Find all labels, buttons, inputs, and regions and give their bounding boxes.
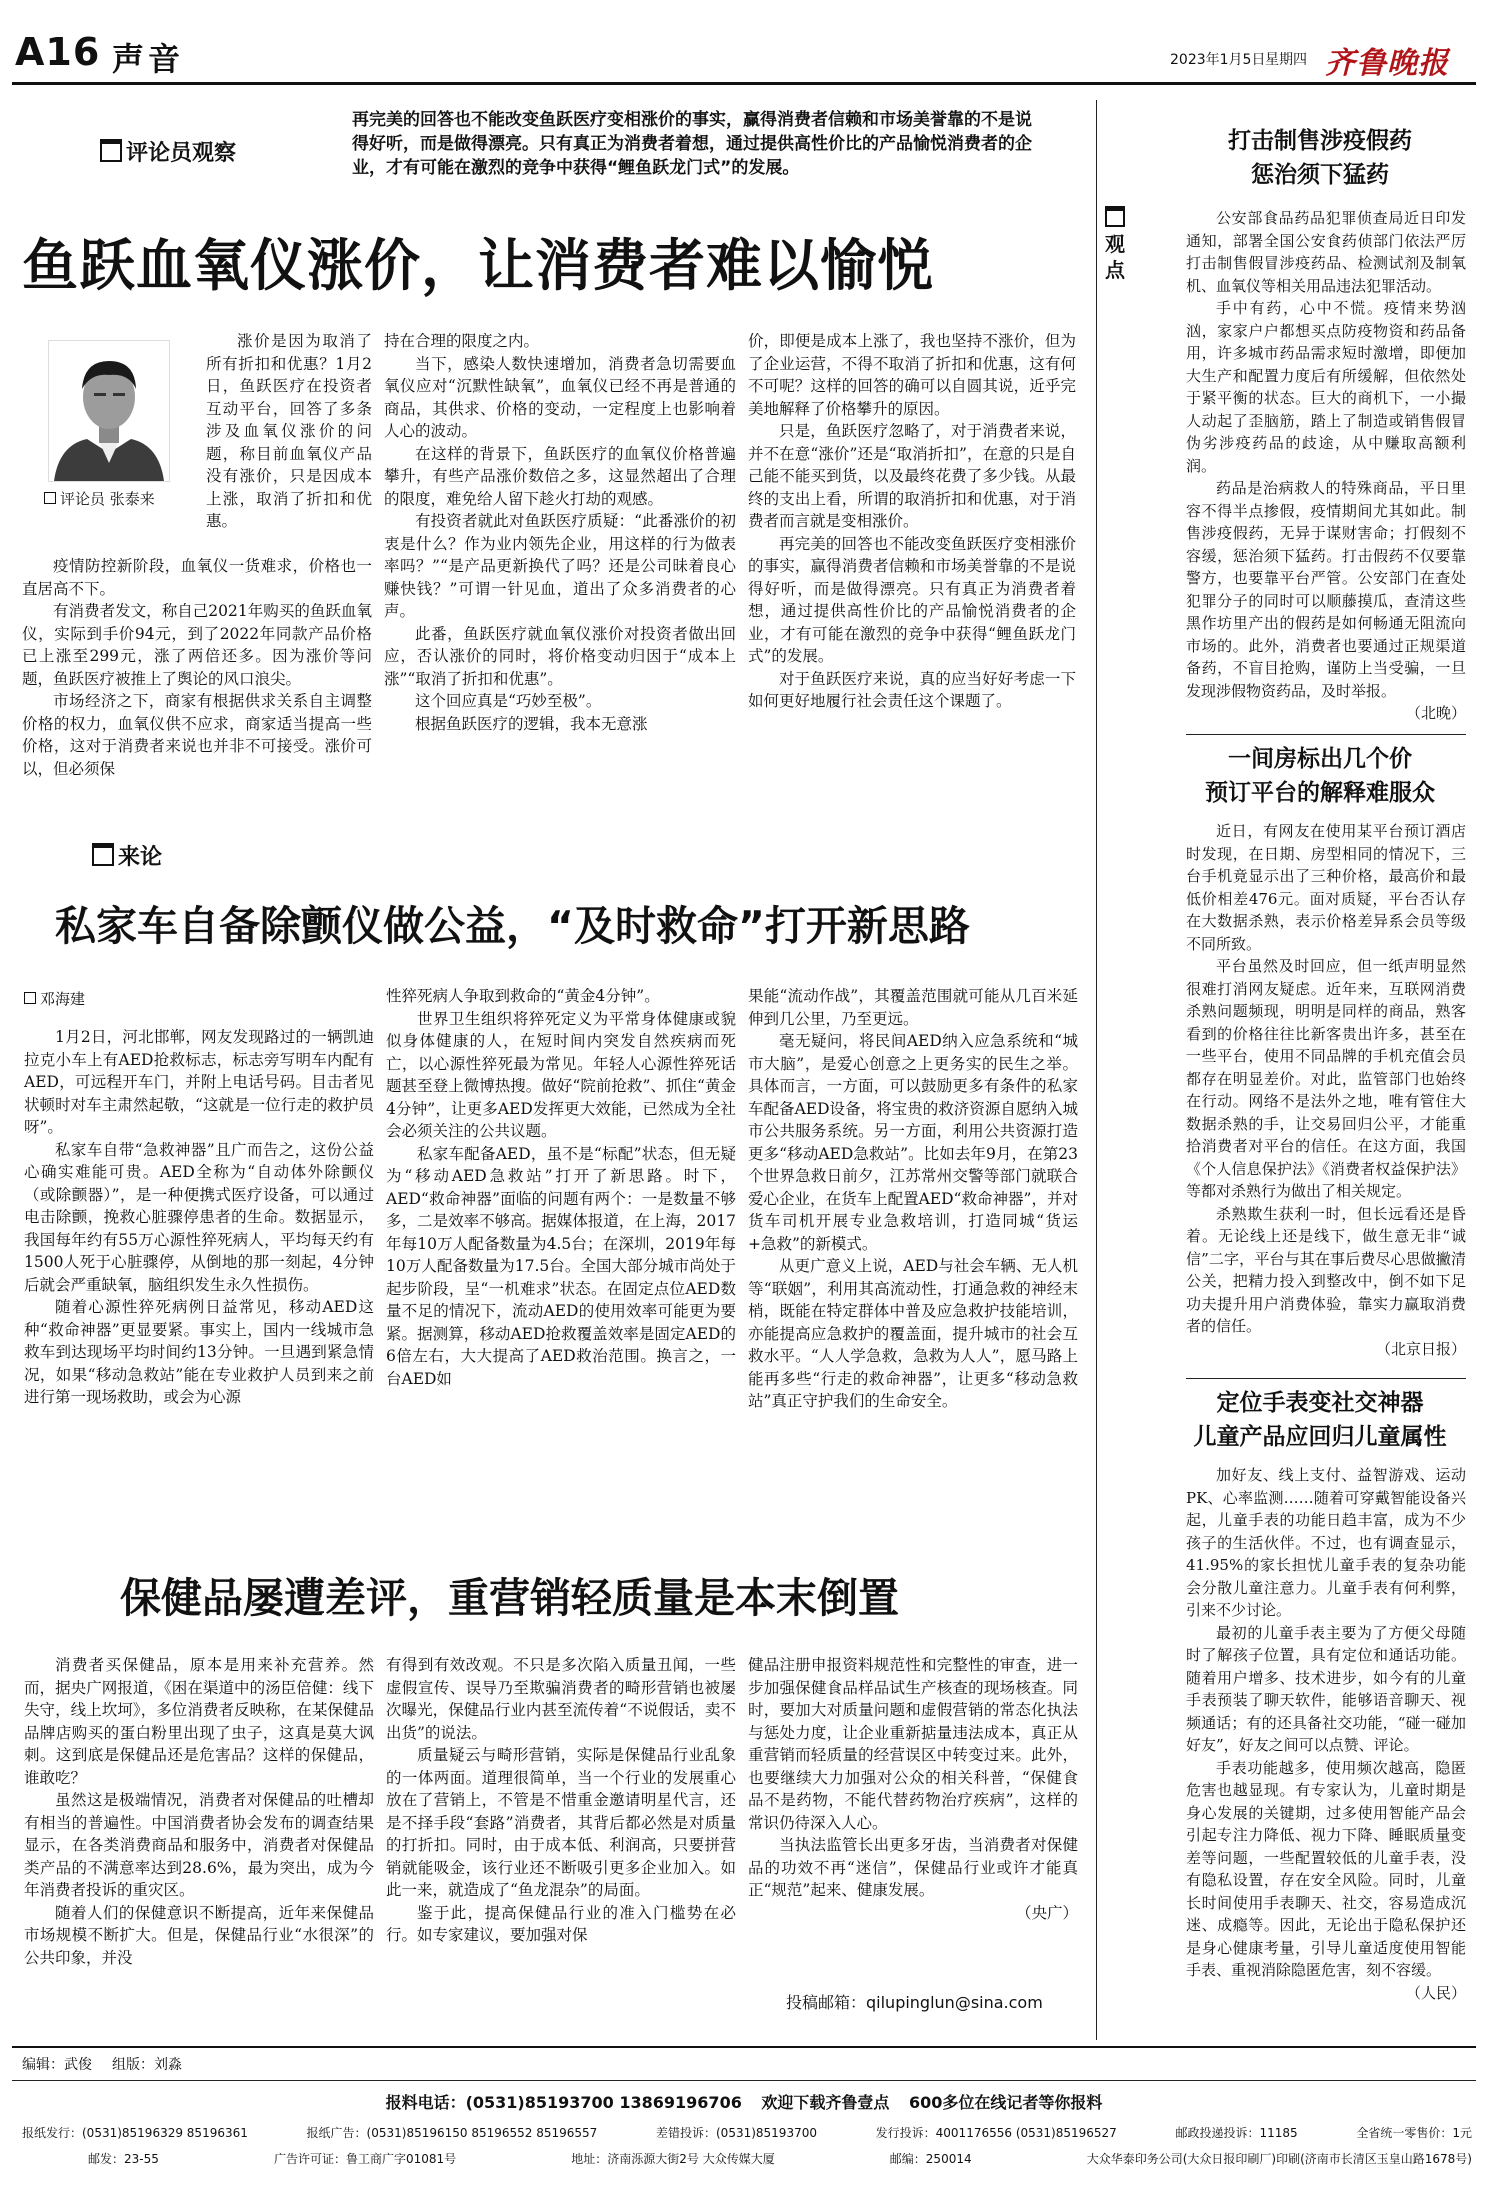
side-article2-body: 近日，有网友在使用某平台预订酒店时发现，在日期、房型相同的情况下，三台手机竟显示出了三种价格，最高价和最低价相差476元。面对质疑，平台否认存在大数据杀熟，表示价格差异系会员等级不同所致。 平台虽然及时回应，但一纸声明显然很难打消网友疑虑。近年来，互联网消费杀熟问题频现，明明是同样的商品，熟客看到的价格往往比新客贵出许多，甚至在一些平台，使用不同品牌的手机充值会员都存在明显差价。对此，监管部门也始终在行动。网络不是法外之地，唯有管住大数据杀熟的手，让交易回归公平，才能重拾消费者对平台的信任。在这方面，我国《个人信息保护法》《消费者权益保护法》等都对杀熟行为做出了相关规定。 杀熟欺生获利一时，但长远看还是昏着。无论线上还是线下，做生意无非“诚信”二字，平台与其在事后费尽心思做撇清公关，把精力投入到整改中，倒不如下足功夫提升用户消费体验，靠实力赢取消费者的信任。 （北京日报） <box>1186 820 1466 1360</box>
paper-name-logo: 齐鲁晚报 <box>1325 46 1449 81</box>
author-photo <box>48 340 170 482</box>
sidebar-column-label: 观点 <box>1102 206 1128 283</box>
mid-col2: 性猝死病人争取到救命的“黄金4分钟”。 世界卫生组织将猝死定义为平常身体健康或貌似身体健康的人，在短时间内突发自然疾病而死亡，以心源性猝死最为常见。年轻人心源性猝死话题甚至登上微博热搜。做好“院前抢救”、抓住“黄金4分钟”，让更多AED发挥更大效能，已然成为全社会必须关注的公共议题。 私家车配备AED，虽不是“标配”状态，但无疑为“移动AED急救站”打开了新思路。时下，AED“救命神器”面临的问题有两个：一是数量不够多，二是效率不够高。据媒体报道，在上海，2017年每10万人配备数量为4.5台；在深圳，2019年每10万人配备数量为17.5台。全国大部分城市尚处于起步阶段，呈“一机难求”状态。在固定点位AED数量不足的情况下，流动AED的使用效率可能更为要紧。据测算，移动AED抢救覆盖效率是固定AED的6倍左右，大大提高了AED救治范围。换言之，一台AED如 <box>386 987 736 1388</box>
layout-credit: 组版：刘淼 <box>112 2057 182 2073</box>
bottom-col2: 有得到有效改观。不只是多次陷入质量丑闻，一些虚假宣传、误导乃至欺骗消费者的畸形营销也被屡次曝光，保健品行业内甚至流传着“不说假话，卖不出货”的说法。 质量疑云与畸形营销，实际是保健品行业乱象的一体两面。道理很简单，当一个行业的发展重心放在了营销上，不管是不惜重金邀请明星代言，还是不择手段“套路”消费者，其背后都必然是对质量的打折扣。同时，由于成本低、利润高，只要拼营销就能吸金，该行业还不断吸引更多企业加入。如此一来，就造成了“鱼龙混杂”的局面。 鉴于此，提高保健品行业的准入门槛势在必行。如专家建议，要加强对保 <box>386 1656 736 1944</box>
byline-mid: 邓海建 <box>24 988 85 1009</box>
byline-top: 评论员 张泰来 <box>44 488 155 509</box>
column-label-box-icon <box>1105 206 1125 227</box>
side-article1-title: 打击制售涉疫假药 惩治须下猛药 <box>1228 128 1412 188</box>
page-number: A16 <box>15 30 101 74</box>
editor-credit: 编辑：武俊 <box>22 2057 92 2073</box>
footer-rule-top <box>12 2046 1476 2048</box>
column-label-comment: 来论 <box>92 840 162 871</box>
headline-aed: 私家车自备除颤仪做公益，“及时救命”打开新思路 <box>55 902 970 950</box>
side-article2-source: （北京日报） <box>1375 1339 1466 1358</box>
headline-main: 鱼跃血氧仪涨价，让消费者难以愉悦 <box>22 234 934 299</box>
top-col3: 价，即便是成本上涨了，我也坚持不涨价，但为了企业运营，不得不取消了折扣和优惠，这有何不可呢？这样的回答的确可以自圆其说，近乎完美地解释了价格攀升的原因。 只是，鱼跃医疗忽略了，对于消费者来说，并不在意“涨价”还是“取消折扣”，在意的只是自己能不能买到货，以及最终花费了多少钱。从最终的支出上看，所谓的取消折扣和优惠，对于消费者而言就是变相涨价。 再完美的回答也不能改变鱼跃医疗变相涨价的事实，赢得消费者信赖和市场美誉靠的不是说得好听，而是做得漂亮。只有真正为消费者着想，通过提供高性价比的产品愉悦消费者的企业，才有可能在激烈的竞争中获得“鲤鱼跃龙门式”的发展。 对于鱼跃医疗来说，真的应当好好考虑一下如何更好地履行社会责任这个课题了。 <box>748 332 1076 710</box>
section-name: 声音 <box>112 40 185 78</box>
column-label-observation: 评论员观察 <box>100 136 236 167</box>
mid-col3: 果能“流动作战”，其覆盖范围就可能从几百米延伸到几公里，乃至更远。 毫无疑问，将民间AED纳入应急系统和“城市大脑”，是爱心创意之上更务实的民生之举。具体而言，一方面，可以鼓励更多有条件的私家车配备AED设备，将宝贵的救济资源自愿纳入城市公共服务系统。另一方面，利用公共资源打造更多“移动AED急救站”。比如去年9月，在第23个世界急救日前夕，江苏常州交警等部门就联合爱心企业，在货车上配置AED“救命神器”，并对货车司机开展专业急救培训，打造同城“货运+急救”的新模式。 从更广意义上说，AED与社会车辆、无人机等“联姻”，利用其高流动性，打通急救的神经末梢，既能在特定群体中普及应急救护技能培训，亦能提高应急救护的覆盖面，提升城市的社会互救水平。“人人学急救，急救为人人”，愿马路上能再多些“行走的救命神器”，让更多“移动急救站”真正守护我们的生命安全。 <box>748 987 1078 1410</box>
side-article3-title: 定位手表变社交神器 儿童产品应回归儿童属性 <box>1193 1390 1447 1450</box>
side-article3-source: （人民） <box>1405 1983 1466 2002</box>
header-rule <box>12 82 1476 85</box>
footer-rule-mid <box>12 2080 1476 2081</box>
footer-info-row2: 邮发：23-55 广告许可证：鲁工商广字01081号 地址：济南泺源大街2号 大众传媒大厦 邮编：250014 大众华泰印务公司(大众日报印刷厂)印刷(济南市长清区玉皇山路1678号) <box>88 2152 1472 2166</box>
hotline-bar: 报料电话：(0531)85193700 13869196706 欢迎下载齐鲁壹点 600多位在线记者等你报料 <box>385 2093 1103 2112</box>
side-article1-source: （北晚） <box>1405 704 1466 722</box>
side-rule-1 <box>1186 734 1466 735</box>
footer-info-row1: 报纸发行：(0531)85196329 85196361 报纸广告：(0531)85196150 85196552 85196557 差错投诉：(0531)85193700 发行投诉：4001176556 (0531)85196527 邮政投递投诉：11185 全省统一零售价：1元 <box>22 2126 1472 2140</box>
issue-date: 2023年1月5日 <box>1170 52 1266 68</box>
issue-weekday: 星期四 <box>1265 52 1307 68</box>
side-article3-body: 加好友、线上支付、益智游戏、运动PK、心率监测……随着可穿戴智能设备兴起，儿童手表的功能日趋丰富，成为不少孩子的生活伙伴。不过，也有调查显示，41.95%的家长担忧儿童手表的复杂功能会分散儿童注意力。儿童手表有何利弊，引来不少讨论。 最初的儿童手表主要为了方便父母随时了解孩子位置，具有定位和通话功能。随着用户增多、技术进步，如今有的儿童手表预装了聊天软件，能够语音聊天、视频通话；有的还具备社交功能，“碰一碰加好友”，好友之间可以点赞、评论。 手表功能越多，使用频次越高，隐匿危害也越显现。有专家认为，儿童时期是身心发展的关键期，过多使用智能产品会引起专注力降低、视力下降、睡眠质量变差等问题，一些配置较低的儿童手表，没有隐私设置，存在安全风险。同时，儿童长时间使用手表聊天、社交，容易造成沉迷、成瘾等。因此，无论出于隐私保护还是身心健康考量，引导儿童适度使用智能手表、重视消除隐匿危害，刻不容缓。 （人民） <box>1186 1464 1466 2004</box>
byline-box-icon <box>44 492 56 504</box>
side-article2-title: 一间房标出几个价 预订平台的解释难服众 <box>1205 746 1435 806</box>
submission-email[interactable]: 投稿邮箱：qilupinglun@sina.com <box>786 1993 1043 2012</box>
lead-quote: 再完美的回答也不能改变鱼跃医疗变相涨价的事实，赢得消费者信赖和市场美誉靠的不是说得好听，而是做得漂亮。只有真正为消费者着想，通过提供高性价比的产品愉悦消费者的企业，才有可能在激烈的竞争中获得“鲤鱼跃龙门式”的发展。 <box>352 110 1032 178</box>
top-col2: 持在合理的限度之内。 当下，感染人数快速增加，消费者急切需要血氧仪应对“沉默性缺氧”，血氧仪已经不再是普通的商品，其供求、价格的变动，一定程度上也影响着人心的波动。 在这样的背景下，鱼跃医疗的血氧仪价格普遍攀升，有些产品涨价数倍之多，这显然超出了合理的限度，难免给人留下趁火打劫的观感。 有投资者就此对鱼跃医疗质疑：“此番涨价的初衷是什么？作为业内领先企业，用这样的行为做表率吗？”“是产品更新换代了吗？还是公司昧着良心赚快钱？”可谓一针见血，道出了众多消费者的心声。 此番，鱼跃医疗就血氧仪涨价对投资者做出回应，否认涨价的同时，将价格变动归因于“成本上涨”“取消了折扣和优惠”。 这个回应真是“巧妙至极”。 根据鱼跃医疗的逻辑，我本无意涨 <box>384 332 736 733</box>
top-col1-rest: 疫情防控新阶段，血氧仪一货难求，价格也一直居高不下。 有消费者发文，称自己2021年购买的鱼跃血氧仪，实际到手价94元，到了2022年同款产品价格已上涨至299元，涨了两倍还多。因为涨价等问题，鱼跃医疗被推上了舆论的风口浪尖。 市场经济之下，商家有根据供求关系自主调整价格的权力，血氧仪供不应求，商家适当提高一些价格，这对于消费者来说也并非不可接受。涨价可以，但必须保 <box>22 557 372 778</box>
side-rule-2 <box>1186 1378 1466 1379</box>
side-article1-body: 公安部食品药品犯罪侦查局近日印发通知，部署全国公安食药侦部门依法严厉打击制售假冒涉疫药品、检测试剂及制氧机、血氧仪等相关用品违法犯罪活动。 手中有药，心中不慌。疫情来势汹汹，家家户户都想买点防疫物资和药品备用，许多城市药品需求短时激增，即便加大生产和配置力度后有所缓解，但依然处于紧平衡的状态。巨大的商机下，一小撮人动起了歪脑筋，踏上了制造或销售假冒伪劣涉疫药品的歧途，从中赚取高额利润。 药品是治病救人的特殊商品，平日里容不得半点掺假，疫情期间尤其如此。制售涉疫假药，无异于谋财害命；打假刻不容缓，惩治须下猛药。打击假药不仅要靠警方，也要靠平台严管。公安部门在查处犯罪分子的同时可以顺藤摸瓜，查清这些黑作坊里产出的假药是如何畅通无阻流向市场的。此外，消费者也要通过正规渠道备药，不盲目抢购，谨防上当受骗，一旦发现涉假物资药品，及时举报。 （北晚） <box>1186 207 1466 725</box>
bottom-col1: 消费者买保健品，原本是用来补充营养。然而，据央广网报道，《困在渠道中的汤臣倍健：线下失守，线上坎坷》，多位消费者反映称，在某保健品品牌店购买的蛋白粉里出现了虫子，这真是莫大讽刺。这到底是保健品还是危害品？这样的保健品，谁敢吃？ 虽然这是极端情况，消费者对保健品的吐槽却有相当的普遍性。中国消费者协会发布的调查结果显示，在各类消费商品和服务中，消费者对保健品类产品的不满意率达到28.6%，最为突出，成为今年消费者投诉的重灾区。 随着人们的保健意识不断提高，近年来保健品市场规模不断扩大。但是，保健品行业“水很深”的公共印象，并没 <box>24 1656 374 1967</box>
headline-health-products: 保健品屡遭差评，重营销轻质量是本末倒置 <box>120 1574 899 1622</box>
bottom-col3: 健品注册申报资料规范性和完整性的审查，进一步加强保健食品样品试生产核查的现场核查。同时，要加大对质量问题和虚假营销的常态化执法与惩处力度，让企业重新掂量违法成本，真正从重营销而轻质量的经营误区中转变过来。此外，也要继续大力加强对公众的相关科普，“保健食品不是药物，不能代替药物治疗疾病”，这样的常识仍待深入人心。 当执法监管长出更多牙齿，当消费者对保健品的功效不再“迷信”，保健品行业或许才能真正“规范”起来、健康发展。 （央广） <box>748 1654 1078 1924</box>
bottom-source: （央广） <box>1015 1903 1078 1922</box>
byline-box-icon <box>24 992 36 1004</box>
top-col1-part1: 涨价是因为取消了所有折扣和优惠？1月2日，鱼跃医疗在投资者互动平台，回答了多条涉及血氧仪涨价的问题，称目前血氧仪产品没有涨价，只是因成本上涨，取消了折扣和优惠。 <box>206 332 372 530</box>
sidebar-divider <box>1096 100 1097 2040</box>
mid-col1: 1月2日，河北邯郸，网友发现路过的一辆凯迪拉克小车上有AED抢救标志，标志旁写明车内配有AED，可远程开车门，并附上电话号码。目击者见状顿时对车主肃然起敬，“这就是一位行走的救护员呀”。 私家车自带“急救神器”且广而告之，这份公益心确实难能可贵。AED全称为“自动体外除颤仪（或除颤器）”，是一种便携式医疗设备，可以通过电击除颤，挽救心脏骤停患者的生命。数据显示，我国每年约有55万心源性猝死病人，平均每天约有1500人死于心脏骤停，从倒地的那一刻起，4分钟后就会严重缺氧，脑组织发生永久性损伤。 随着心源性猝死病例日益常见，移动AED这种“救命神器”更显要紧。事实上，国内一线城市急救车到达现场平均时间约13分钟。一旦遇到紧急情况，如果“移动急救站”能在专业救护人员到来之前进行第一现场救助，或会为心源 <box>24 1028 374 1406</box>
